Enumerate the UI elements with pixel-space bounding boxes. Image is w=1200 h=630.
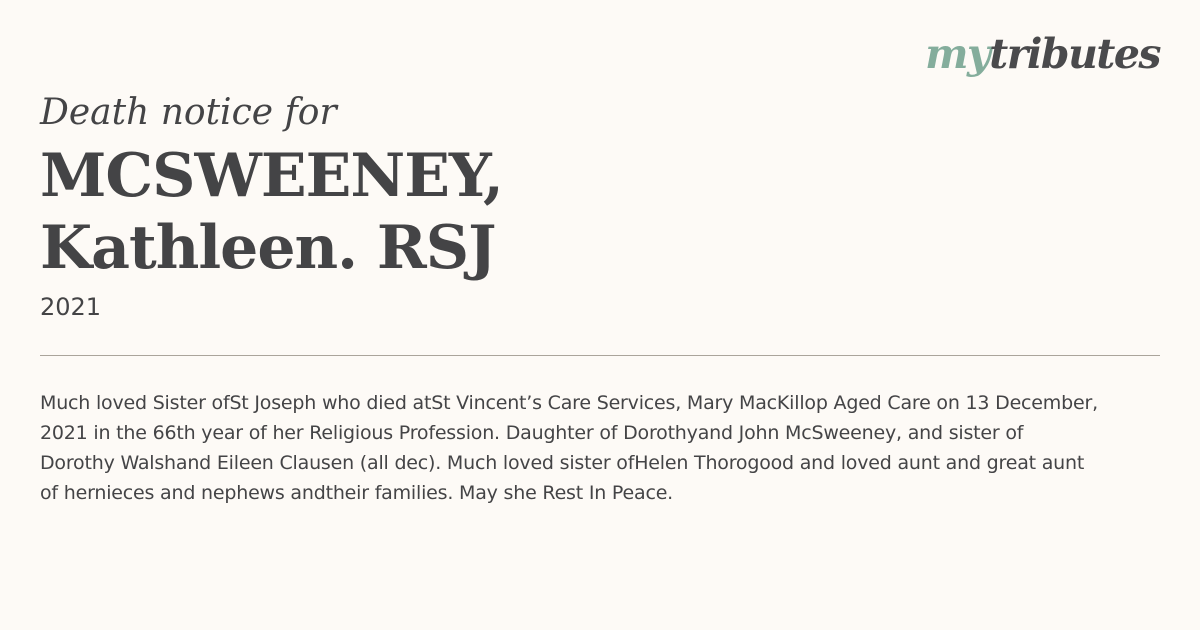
notice-text-line: Much loved Sister ofSt Joseph who died atSt Vincent’s Care Services, Mary MacKillop Aged Care on 13 December,: [40, 392, 1098, 414]
notice-text-line: Dorothy Walshand Eileen Clausen (all dec). Much loved sister ofHelen Thorogood and loved aunt and great aunt: [40, 452, 1085, 474]
deceased-name-line-2: Kathleen. RSJ: [40, 213, 496, 283]
deceased-name: [40, 140, 503, 284]
deceased-name-line-1: MCSWEENEY,: [40, 141, 503, 211]
notice-text-line: 2021 in the 66th year of her Religious Profession. Daughter of Dorothyand John McSweeney, and sister of: [40, 422, 1024, 444]
death-notice-kicker: Death notice for: [40, 92, 337, 133]
mytributes-logo: [925, 30, 1160, 78]
logo-my-text: my: [925, 30, 990, 78]
notice-year: 2021: [40, 293, 102, 321]
section-divider: [40, 355, 1160, 356]
notice-text-line: of hernieces and nephews andtheir families. May she Rest In Peace.: [40, 482, 674, 504]
notice-text: [40, 388, 1160, 508]
logo-tributes-text: tributes: [989, 30, 1160, 78]
